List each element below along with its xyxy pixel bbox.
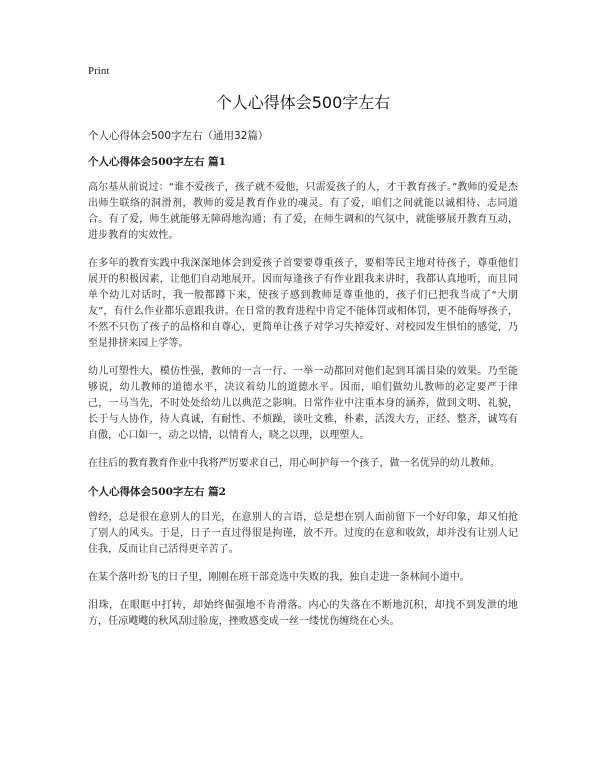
document-subtitle: 个人心得体会500字左右（通用32篇） <box>88 130 269 142</box>
paragraph: 曾经，总是很在意别人的目光，在意别人的言语，总是想在别人面前留下一个好印象，却又怕抢了别人的风头。于是，日子一直过得很是拘谨，放不开。过度的在意和收敛，却并没有让别人记住我，反而让自己活得更辛苦了。 <box>88 512 518 555</box>
section-1 <box>88 154 518 472</box>
paragraph: 在多年的教育实践中我深深地体会到爱孩子首要要尊重孩子，要相等民主地对待孩子，尊重他们展开的积极因素，让他们自动地展开。因而每逢孩子有作业跟我来讲时，我都认真地听，而且同单个幼儿对话时，我一般都蹲下来，使孩子感到教师是尊重他的，孩子们已把我当成了“大朋友”，有什么作业都乐意跟我讲。在日常的教育进程中肯定不能体罚或相体罚，更不能侮辱孩子，不然不只伤了孩子的品格和自尊心，更简单让孩子对学习失掉爱好、对校园发生惧怕的感觉，乃至是排挤来园上学等。 <box>88 258 518 349</box>
section-heading: 个人心得体会500字左右 篇1 <box>88 156 226 168</box>
paragraph: 泪珠，在眼眶中打转，却始终倔强地不肯滑落。内心的失落在不断地沉积，却找不到发泄的地方，任凉飕飕的秋风刮过脸庞，挫败感变成一丝一缕忧伤缠绕在心头。 <box>88 600 518 627</box>
paragraph: 在某个落叶纷飞的日子里，刚刚在班干部竞选中失败的我，独自走进一条林间小道中。 <box>88 572 470 583</box>
section-heading: 个人心得体会500字左右 篇2 <box>88 486 226 498</box>
section-2 <box>88 484 518 630</box>
paragraph: 在往后的教育教育作业中我将严厉要求自己，用心呵护每一个孩子，做一名优异的幼儿教师。 <box>88 458 501 469</box>
print-label: Print <box>88 65 110 77</box>
paragraph: 幼儿可塑性大，模仿性强，教师的一言一行、一举一动都回对他们起到耳濡目染的效果。乃至能够说，幼儿教师的道德水平，决议着幼儿的道德水平。因而，咱们做幼儿教师的必定要严于律己，一马当先，不时处处给幼儿以典范之影响。日常作业中注重本身的涵养，做到文明、礼貌，长于与人协作，待人真诚，有耐性、不烦躁，谈吐文雅，朴素，活泼大方，正经、整齐，诚笃有自傲，心口如一，动之以情，以情育人，晓之以理，以理塑人。 <box>88 366 518 441</box>
paragraph: 高尔基从前说过：“谁不爱孩子，孩子就不爱他，只需爱孩子的人，才干教育孩子。”教师的爱是杰出师生联络的洞滑剂，教师的爱是教育作业的魂灵。有了爱，咱们之间就能以诚相待、志同道合。有了爱，师生就能够无障碍地沟通；有了爱，在师生调和的气氛中，就能够展开教育互动，进步教育的实效性。 <box>88 182 518 241</box>
document-page <box>88 64 518 642</box>
page-title: 个人心得体会500字左右 <box>215 93 391 112</box>
